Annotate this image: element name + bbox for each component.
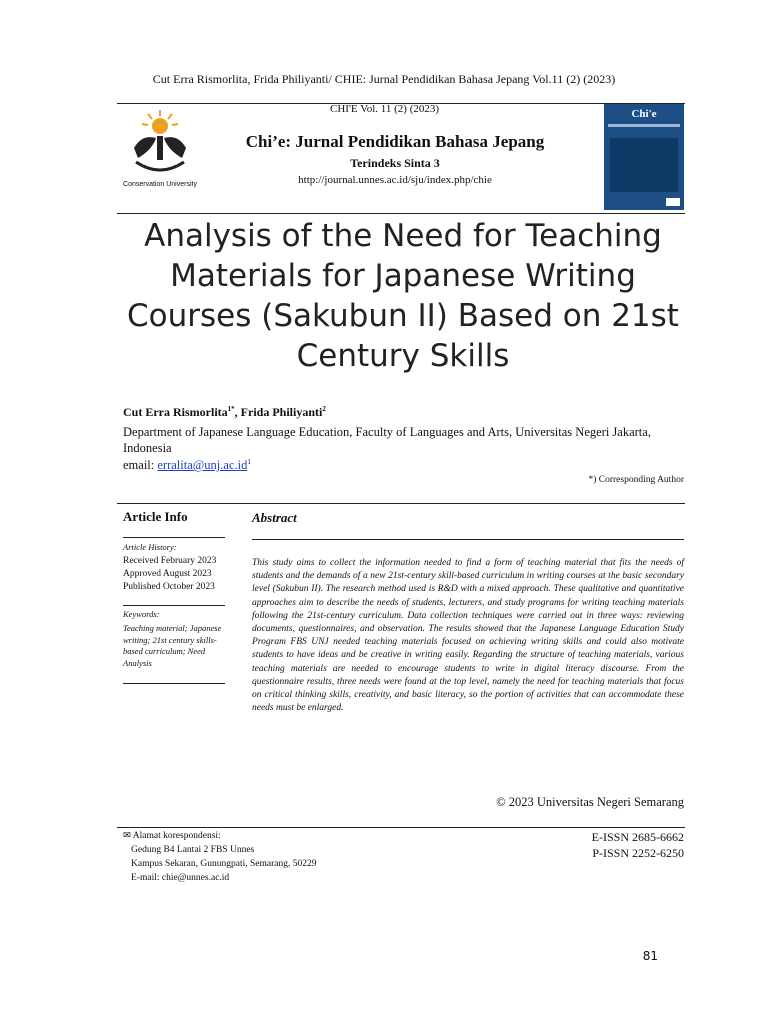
volume-label: CHI'E Vol. 11 (2) (2023) xyxy=(330,103,440,115)
cover-illustration xyxy=(610,138,678,192)
cover-stripe xyxy=(608,124,680,127)
p-issn: P-ISSN 2252-6250 xyxy=(592,846,684,860)
article-info-heading: Article Info xyxy=(123,509,188,524)
issn-block xyxy=(592,829,684,861)
journal-url[interactable]: http://journal.unnes.ac.id/sju/index.php/chie xyxy=(298,174,492,186)
page-number: 81 xyxy=(642,949,658,963)
author-2-sup: 2 xyxy=(322,405,326,413)
author-separator: , xyxy=(234,405,241,419)
keywords: Teaching material; Japanese writing; 21st century skills-based curriculum; Need Analysis xyxy=(123,623,222,668)
correspondence-address xyxy=(123,829,316,885)
journal-cover-image xyxy=(604,104,684,210)
cover-barcode xyxy=(666,198,680,206)
article-history xyxy=(123,555,216,594)
corresponding-author-note: *) Corresponding Author xyxy=(588,475,684,485)
logo-text: Conservation University xyxy=(123,181,197,188)
address-line-4: E-mail: chie@unnes.ac.id xyxy=(131,873,230,883)
address-line-3: Kampus Sekaran, Gunungpati, Semarang, 50229 xyxy=(131,859,317,869)
info-rule-2 xyxy=(123,605,225,606)
approved-date: Approved August 2023 xyxy=(123,569,212,579)
header-rule-bottom xyxy=(117,213,685,214)
address-line-2: Gedung B4 Lantai 2 FBS Unnes xyxy=(131,845,255,855)
copyright: © 2023 Universitas Negeri Semarang xyxy=(496,795,684,809)
published-date: Published October 2023 xyxy=(123,582,215,592)
article-title: Analysis of the Need for Teaching Materials for Japanese Writing Courses (Sakubun II) Based on 21st Century Skills xyxy=(127,218,679,374)
info-rule-1 xyxy=(123,537,225,538)
received-date: Received February 2023 xyxy=(123,556,217,566)
email-link[interactable]: erralita@unj.ac.id xyxy=(157,458,248,473)
info-rule xyxy=(117,503,685,504)
history-label: Article History: xyxy=(123,542,177,552)
author-1-sup: 1* xyxy=(227,405,235,413)
abstract-rule xyxy=(252,539,684,540)
author-line xyxy=(123,405,326,420)
abstract-text: This study aims to collect the information needed to find a form of teaching material that fits the needs of students and the demands of a new 21st-century skill-based curriculum in writing courses at the basic secondary level (Sakubun II). The research method used is R&D with a mixed approach. These qualitative and quantitative approaches aim to describe the needs of students, lecturers, and study programs for writing teaching materials following the 21st-century curriculum. Data collection techniques were carried out in three ways: reviewing documents, questionnaires, and observation. The results showed that the Japanese Language Education Study Program FBS UNJ needed teaching materials focused on achieving writing skills and could also motivate students to have ideas and be creative in writing easily. Regarding the structure of teaching materials, various teaching materials are needed to encourage students to write in digital literacy discourse. From the questionnaire results, three needs were found at the top level, namely the need for teaching materials that focus on critical thinking skills, creativity, and basic literacy, so the portion of activities that can accommodate these needs must be enlarged. xyxy=(252,558,684,714)
email-label: email: xyxy=(123,458,158,473)
university-logo xyxy=(122,108,198,192)
abstract-heading: Abstract xyxy=(252,510,297,525)
affiliation: Department of Japanese Language Education, Faculty of Languages and Arts, Universitas Negeri Jakarta, Indonesia xyxy=(123,425,651,455)
sinta-index: Terindeks Sinta 3 xyxy=(350,156,440,170)
cover-title: Chi'e xyxy=(631,108,657,120)
email-sup: 1 xyxy=(247,458,251,466)
author-1: Cut Erra Rismorlita xyxy=(123,405,228,419)
footer-rule xyxy=(117,827,685,828)
e-issn: E-ISSN 2685-6662 xyxy=(591,830,684,844)
address-line-1: ✉ Alamat korespondensi: xyxy=(123,831,221,841)
author-2: Frida Philiyanti xyxy=(240,405,323,419)
running-head: Cut Erra Rismorlita, Frida Philiyanti/ CHIE: Jurnal Pendidikan Bahasa Jepang Vol.11 (2) (2023) xyxy=(152,72,616,86)
info-rule-3 xyxy=(123,683,225,684)
journal-title: Chi’e: Jurnal Pendidikan Bahasa Jepang xyxy=(245,132,545,151)
keywords-label: Keywords: xyxy=(123,609,160,619)
email-line xyxy=(123,458,251,473)
